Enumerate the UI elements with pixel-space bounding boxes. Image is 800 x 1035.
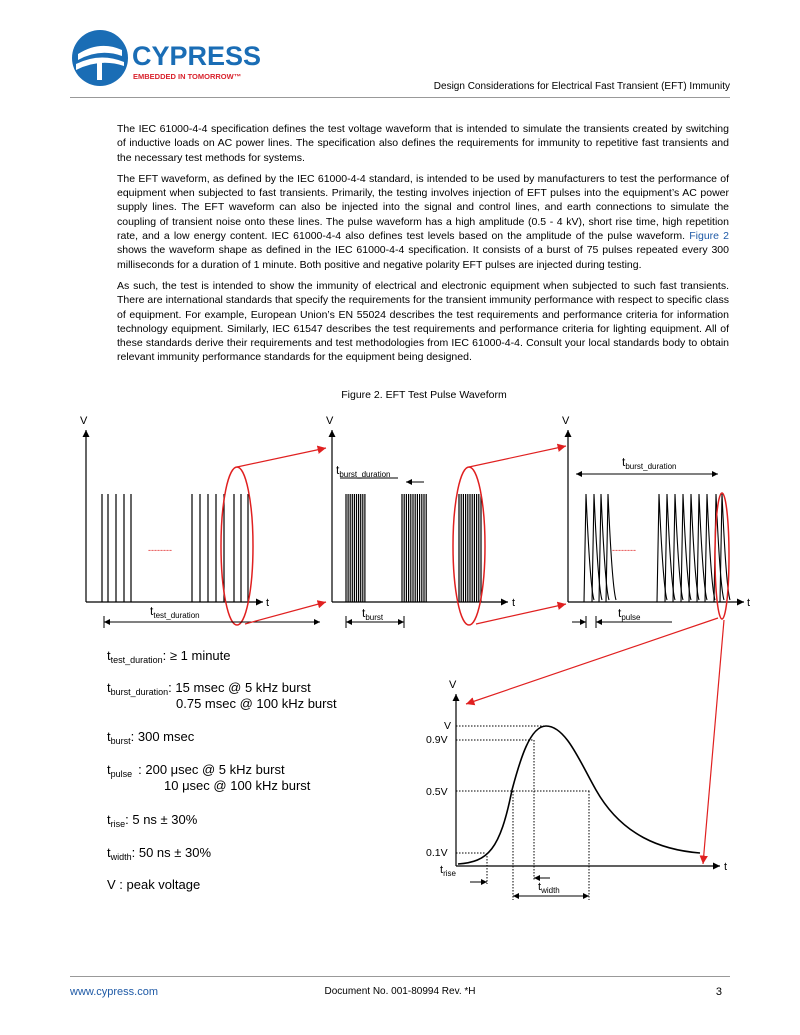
panel-1-dots: -------- <box>148 545 172 555</box>
footer-page-number: 3 <box>715 986 722 998</box>
logo-tagline: EMBEDDED IN TOMORROW™ <box>133 72 242 81</box>
zoom-line-1a <box>237 448 326 467</box>
figure-caption: Figure 2. EFT Test Pulse Waveform <box>341 389 507 401</box>
spec-width: $t_{width}$: 50 ns ± 30% <box>107 845 212 862</box>
level-01: 0.1V <box>426 847 448 859</box>
panel-3-pulses <box>584 494 730 602</box>
pulse-label: $t_{pulse}$ <box>618 606 641 622</box>
footer-website-link[interactable]: www.cypress.com <box>70 986 159 998</box>
panel-3-pulse <box>705 494 715 602</box>
pulse-t-label: t <box>724 861 728 873</box>
level-v: V <box>444 720 452 732</box>
pulse-waveform <box>458 726 700 864</box>
test-duration-label: $t_{test\_duration}$ <box>150 604 200 620</box>
zoom-line-3a <box>466 618 718 704</box>
panel-2-t-label: t <box>512 597 516 609</box>
paragraph-2-part-b: shows the waveform shape as defined in the IEC 61000-4-4 specification. It consists of a burst of 75 pulses repeated every 300 milliseconds for a duration of 1 minute. Both positive and negative polarity EFT pulses are injected during testing. <box>117 244 729 271</box>
paragraph-1: The IEC 61000-4-4 specification defines the test voltage waveform that is intended to simulate the transients created by switching of inductive loads on AC power lines. The specification also defines the requirements for immunity to repetitive fast transients and the necessary test methods for systems. <box>117 123 729 164</box>
burst-duration-label-1: $t_{burst\_duration}$ <box>336 463 391 479</box>
spec-test-duration: $t_{test\_duration}$: ≥ 1 minute <box>107 648 231 665</box>
panel-3 <box>562 415 750 628</box>
figure-2-link[interactable]: Figure 2 <box>689 230 729 243</box>
spec-pulse-2: 10 μsec @ 100 kHz burst <box>164 778 311 793</box>
burst-duration-label-2: $t_{burst\_duration}$ <box>622 455 677 471</box>
footer-document-number: Document No. 001-80994 Rev. *H <box>324 986 476 997</box>
panel-3-v-label: V <box>562 415 570 427</box>
panel-1 <box>80 415 320 628</box>
level-09: 0.9V <box>426 734 448 746</box>
panel-3-t-label: t <box>747 597 751 609</box>
spec-pulse: $t_{pulse}$ : 200 μsec @ 5 kHz burst <box>107 762 285 779</box>
panel-2 <box>326 415 515 628</box>
zoom-line-2b <box>476 604 566 624</box>
zoom-line-1b <box>245 602 326 624</box>
spec-rise: $t_{rise}$: 5 ns ± 30% <box>107 812 198 829</box>
panel-2-v-label: V <box>326 415 334 427</box>
level-05: 0.5V <box>426 786 448 798</box>
header-title: Design Considerations for Electrical Fast Transient (EFT) Immunity <box>433 81 730 92</box>
spec-list <box>107 648 337 892</box>
panel-2-pulses <box>346 494 481 602</box>
spec-peak-voltage: V : peak voltage <box>107 877 201 892</box>
width-label: $t_{width}$ <box>538 881 560 895</box>
zoom-line-3b <box>703 620 724 864</box>
pulse-v-label: V <box>449 679 457 691</box>
spec-burst-duration-2: 0.75 msec @ 100 kHz burst <box>176 696 337 711</box>
paragraph-2-part-a: The EFT waveform, as defined by the IEC 61000-4-4 standard, is intended to be used by manufacturers to test the performance of equipment when subjected to fast transients. Primarily, the testing involves injection of EFT pulses into the equipment’s AC power supply lines. The EFT waveform can also be injected into the signal and control lines, and earth connections to simulate the coupling of transient noise onto these lines. The pulse waveform has a high amplitude (0.5 - 4 kV), short rise time, high repetition rate, and a low energy content. IEC 61000-4-4 also defines test levels based on the amplitude of the pulse waveform. <box>117 172 729 243</box>
logo-brand: CYPRESS <box>132 41 262 71</box>
zoom-line-2a <box>469 446 566 467</box>
panel-1-t-label: t <box>266 597 270 609</box>
paragraph-3: As such, the test is intended to show the immunity of electrical and electronic equipment when subjected to such fast transients. There are international standards that specify the requirements for the transient immunity performance with respect to specific class of equipment. For example, European Union’s EN 55024 describes the test requirements and performance criteria for information technology equipment. Similarly, IEC 61547 describes the test requirements and performance criteria for lighting equipment. All of these standards derive their requirements and test methodologies from IEC 61000-4-4. Consult your local standards body to obtain relevant immunity performance standards for the equipment being designed. <box>117 279 729 364</box>
spec-burst: $t_{burst}$: 300 msec <box>107 729 195 746</box>
burst-label: $t_{burst}$ <box>362 606 384 622</box>
footer-divider <box>70 976 730 977</box>
panel-2-burst-highlight <box>453 467 485 625</box>
panel-3-dots: -------- <box>612 545 636 555</box>
pulse-detail <box>426 679 727 900</box>
panel-1-v-label: V <box>80 415 88 427</box>
spec-burst-duration: $t_{burst\_duration}$: 15 msec @ 5 kHz burst <box>107 680 311 697</box>
panel-1-pulses <box>102 494 248 602</box>
rise-label: $t_{rise}$ <box>440 864 456 878</box>
